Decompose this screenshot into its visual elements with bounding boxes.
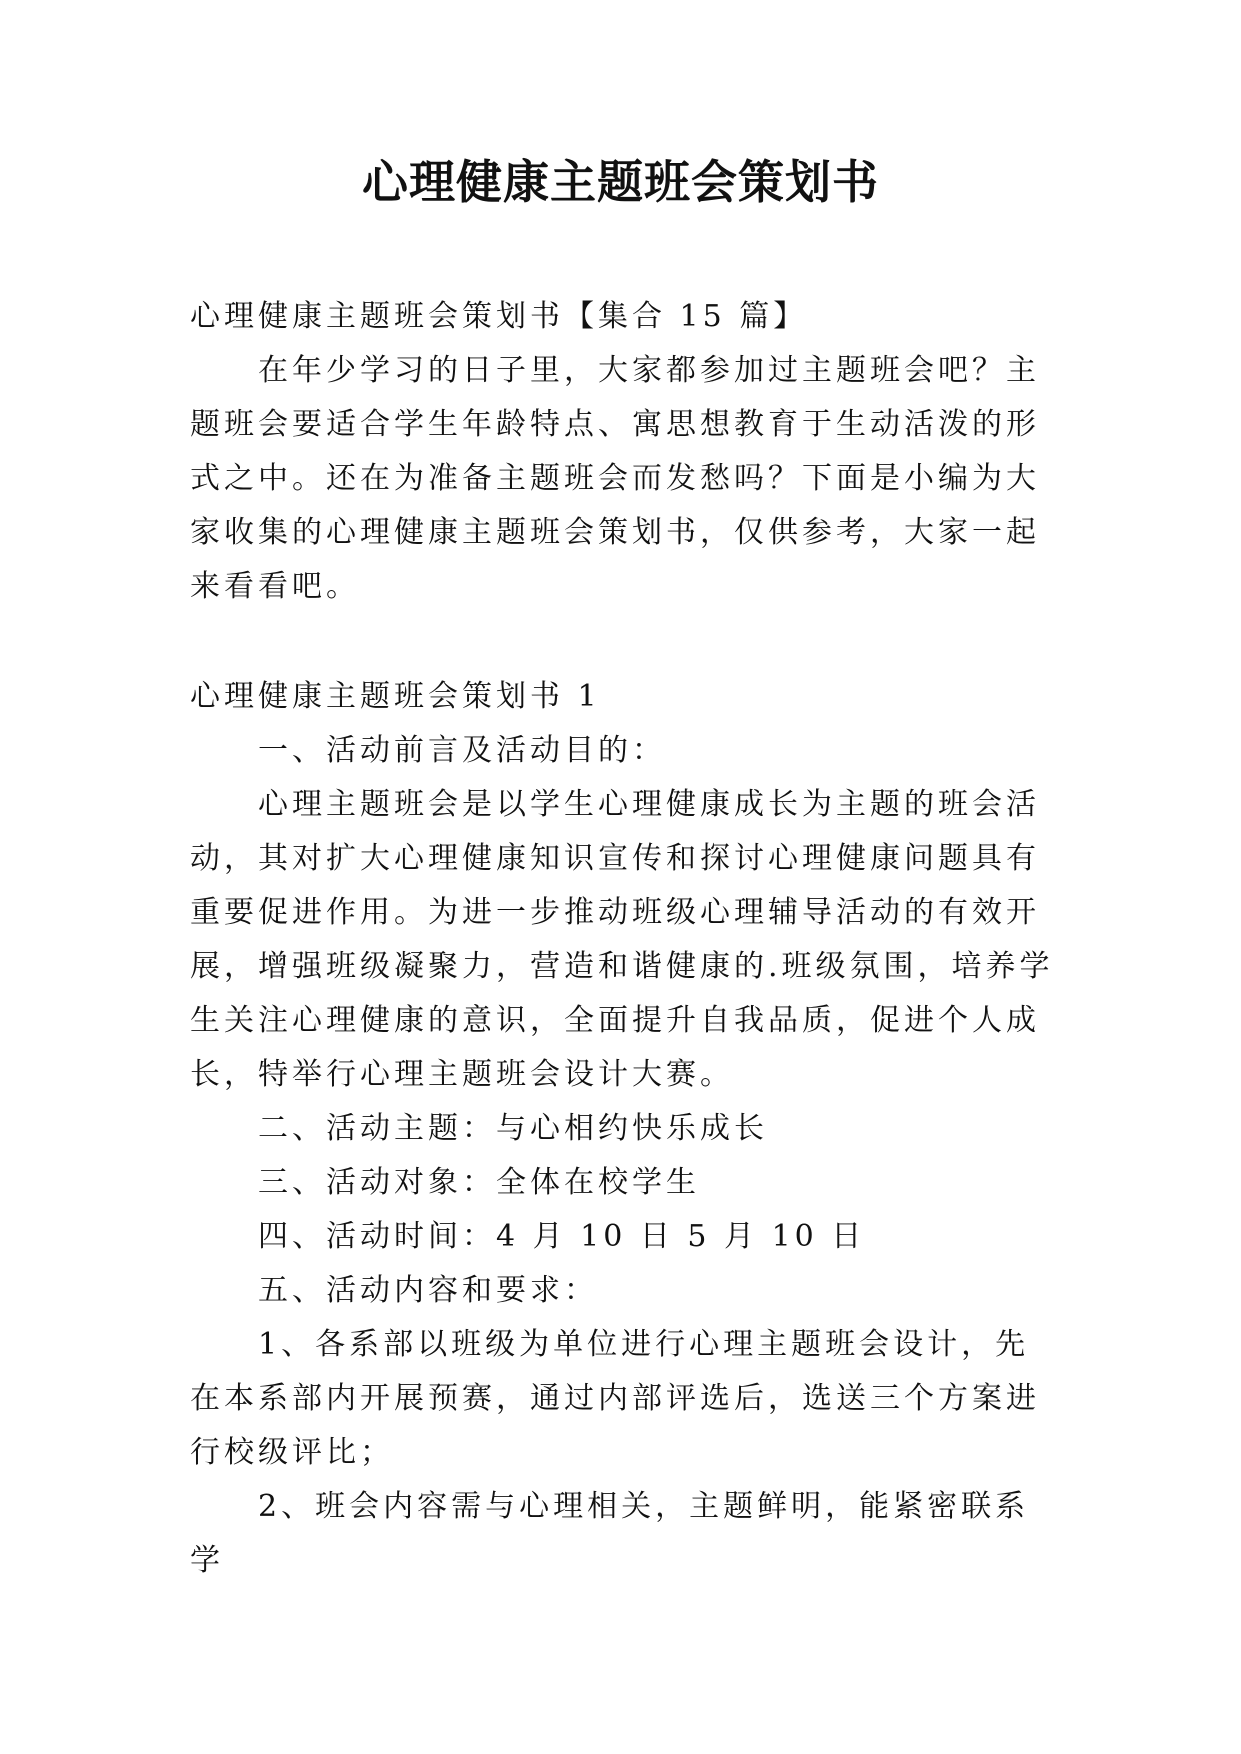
requirement-item-2: 2、班会内容需与心理相关，主题鲜明，能紧密联系学	[190, 1489, 1030, 1578]
activity-theme: 二、活动主题：与心相约快乐成长	[258, 1111, 768, 1146]
subheading-preface: 一、活动前言及活动目的：	[258, 733, 666, 768]
section-heading-1: 心理健康主题班会策划书 1	[190, 679, 601, 714]
activity-content-heading: 五、活动内容和要求：	[258, 1273, 598, 1308]
intro-paragraph: 在年少学习的日子里，大家都参加过主题班会吧？主题班会要适合学生年龄特点、寓思想教育于生动活泼的形式之中。还在为准备主题班会而发愁吗？下面是小编为大家收集的心理健康主题班会策划书，仅供参考，大家一起来看看吧。	[190, 353, 1040, 604]
requirement-item-1: 1、各系部以班级为单位进行心理主题班会设计，先在本系部内开展预赛，通过内部评选后，选送三个方案进行校级评比；	[190, 1327, 1040, 1470]
preface-paragraph: 心理主题班会是以学生心理健康成长为主题的班会活动，其对扩大心理健康知识宣传和探讨心理健康问题具有重要促进作用。为进一步推动班级心理辅导活动的有效开展，增强班级凝聚力，营造和谐健康的.班级氛围，培养学生关注心理健康的意识，全面提升自我品质，促进个人成长，特举行心理主题班会设计大赛。	[190, 787, 1054, 1092]
activity-time: 四、活动时间：4 月 10 日 5 月 10 日	[258, 1219, 866, 1254]
document-title: 心理健康主题班会策划书	[362, 155, 879, 209]
document-body	[190, 290, 1060, 1588]
activity-target: 三、活动对象：全体在校学生	[258, 1165, 700, 1200]
collection-heading: 心理健康主题班会策划书【集合 15 篇】	[190, 299, 808, 334]
